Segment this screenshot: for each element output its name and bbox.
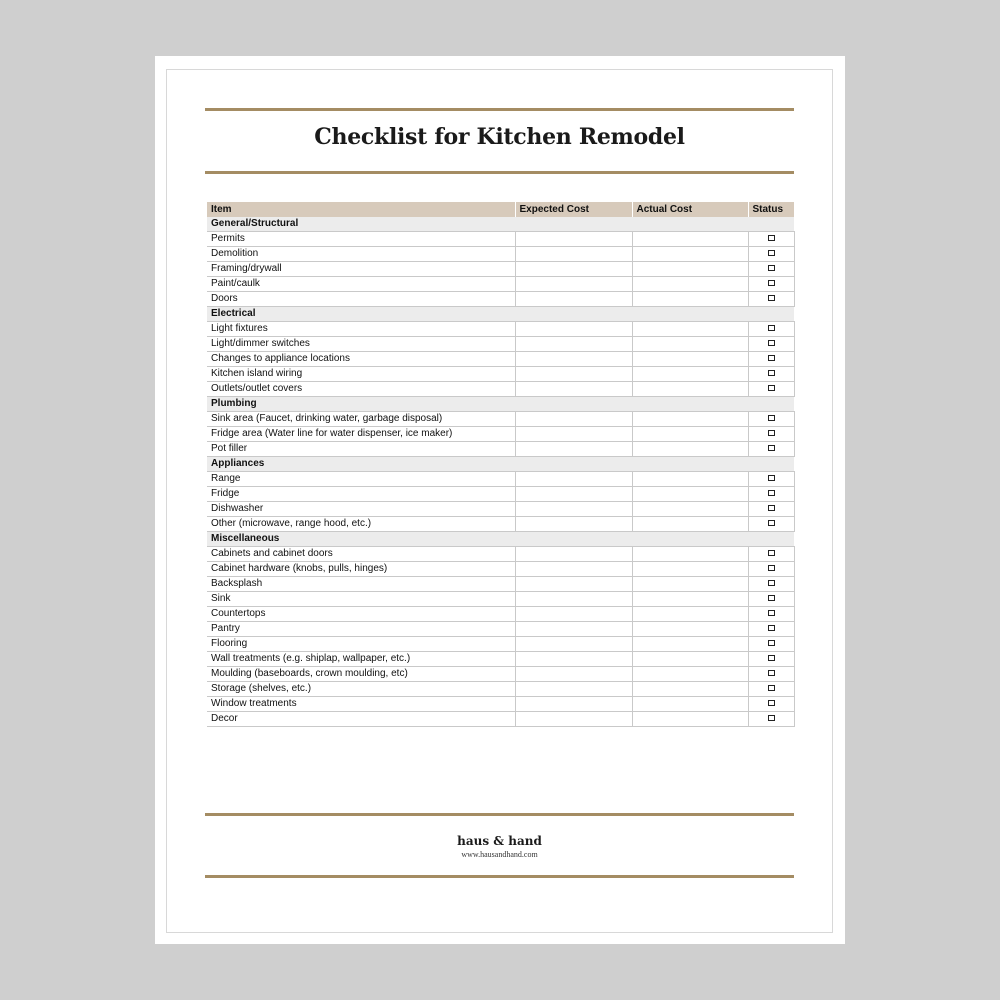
- table-row: [207, 502, 794, 517]
- expected-cost-cell[interactable]: [515, 352, 632, 367]
- status-cell: [748, 442, 794, 457]
- actual-cost-cell[interactable]: [632, 682, 748, 697]
- expected-cost-cell[interactable]: [515, 382, 632, 397]
- item-label: Window treatments: [207, 697, 515, 712]
- status-checkbox[interactable]: [768, 430, 775, 436]
- item-label: Doors: [207, 292, 515, 307]
- status-cell: [748, 547, 794, 562]
- expected-cost-cell[interactable]: [515, 652, 632, 667]
- status-checkbox[interactable]: [768, 265, 775, 271]
- column-header-actual-cost: Actual Cost: [632, 202, 748, 217]
- item-label: Flooring: [207, 637, 515, 652]
- status-checkbox[interactable]: [768, 295, 775, 301]
- page-title: Checklist for Kitchen Remodel: [314, 124, 685, 150]
- status-checkbox[interactable]: [768, 550, 775, 556]
- status-cell: [748, 592, 794, 607]
- expected-cost-cell[interactable]: [515, 442, 632, 457]
- section-label: Plumbing: [207, 397, 794, 412]
- item-label: Fridge area (Water line for water dispenser, ice maker): [207, 427, 515, 442]
- item-label: Framing/drywall: [207, 262, 515, 277]
- status-cell: [748, 667, 794, 682]
- status-cell: [748, 322, 794, 337]
- item-label: Wall treatments (e.g. shiplap, wallpaper, etc.): [207, 652, 515, 667]
- item-label: Kitchen island wiring: [207, 367, 515, 382]
- table-row: [207, 442, 794, 457]
- section-label: General/Structural: [207, 217, 794, 232]
- item-label: Paint/caulk: [207, 277, 515, 292]
- expected-cost-cell[interactable]: [515, 427, 632, 442]
- status-cell: [748, 607, 794, 622]
- table-row: [207, 607, 794, 622]
- title-rule: [205, 171, 794, 174]
- item-label: Demolition: [207, 247, 515, 262]
- table-row: [207, 262, 794, 277]
- table-row: [207, 472, 794, 487]
- status-checkbox[interactable]: [768, 655, 775, 661]
- status-checkbox[interactable]: [768, 565, 775, 571]
- status-checkbox[interactable]: [768, 325, 775, 331]
- checklist-table: [207, 202, 795, 727]
- item-label: Dishwasher: [207, 502, 515, 517]
- expected-cost-cell[interactable]: [515, 292, 632, 307]
- actual-cost-cell[interactable]: [632, 367, 748, 382]
- table-row: [207, 247, 794, 262]
- status-cell: [748, 637, 794, 652]
- status-cell: [748, 277, 794, 292]
- actual-cost-cell[interactable]: [632, 337, 748, 352]
- status-cell: [748, 682, 794, 697]
- expected-cost-cell[interactable]: [515, 472, 632, 487]
- status-cell: [748, 412, 794, 427]
- expected-cost-cell[interactable]: [515, 277, 632, 292]
- expected-cost-cell[interactable]: [515, 232, 632, 247]
- expected-cost-cell[interactable]: [515, 667, 632, 682]
- actual-cost-cell[interactable]: [632, 352, 748, 367]
- status-cell: [748, 502, 794, 517]
- item-label: Outlets/outlet covers: [207, 382, 515, 397]
- item-label: Cabinets and cabinet doors: [207, 547, 515, 562]
- item-label: Cabinet hardware (knobs, pulls, hinges): [207, 562, 515, 577]
- actual-cost-cell[interactable]: [632, 577, 748, 592]
- status-checkbox[interactable]: [768, 610, 775, 616]
- actual-cost-cell[interactable]: [632, 322, 748, 337]
- status-cell: [748, 427, 794, 442]
- status-checkbox[interactable]: [768, 595, 775, 601]
- status-checkbox[interactable]: [768, 520, 775, 526]
- expected-cost-cell[interactable]: [515, 412, 632, 427]
- status-cell: [748, 562, 794, 577]
- table-row: [207, 667, 794, 682]
- item-label: Countertops: [207, 607, 515, 622]
- status-cell: [748, 382, 794, 397]
- actual-cost-cell[interactable]: [632, 547, 748, 562]
- status-cell: [748, 232, 794, 247]
- expected-cost-cell[interactable]: [515, 562, 632, 577]
- status-checkbox[interactable]: [768, 580, 775, 586]
- status-cell: [748, 652, 794, 667]
- expected-cost-cell[interactable]: [515, 622, 632, 637]
- item-label: Pantry: [207, 622, 515, 637]
- table-row: [207, 277, 794, 292]
- table-row: [207, 592, 794, 607]
- table-row: [207, 487, 794, 502]
- status-checkbox[interactable]: [768, 490, 775, 496]
- expected-cost-cell[interactable]: [515, 322, 632, 337]
- actual-cost-cell[interactable]: [632, 592, 748, 607]
- status-checkbox[interactable]: [768, 625, 775, 631]
- section-label: Miscellaneous: [207, 532, 794, 547]
- checklist-body: [207, 217, 794, 727]
- footer-top-rule: [205, 813, 794, 816]
- expected-cost-cell[interactable]: [515, 637, 632, 652]
- status-checkbox[interactable]: [768, 505, 775, 511]
- expected-cost-cell[interactable]: [515, 502, 632, 517]
- expected-cost-cell[interactable]: [515, 262, 632, 277]
- table-row: [207, 412, 794, 427]
- status-checkbox[interactable]: [768, 385, 775, 391]
- actual-cost-cell[interactable]: [632, 292, 748, 307]
- section-row: [207, 397, 794, 412]
- footer-url: www.hausandhand.com: [461, 850, 538, 859]
- item-label: Fridge: [207, 487, 515, 502]
- actual-cost-cell[interactable]: [632, 712, 748, 727]
- item-label: Sink area (Faucet, drinking water, garbage disposal): [207, 412, 515, 427]
- status-checkbox[interactable]: [768, 685, 775, 691]
- actual-cost-cell[interactable]: [632, 637, 748, 652]
- section-label: Appliances: [207, 457, 794, 472]
- expected-cost-cell[interactable]: [515, 577, 632, 592]
- actual-cost-cell[interactable]: [632, 427, 748, 442]
- expected-cost-cell[interactable]: [515, 517, 632, 532]
- actual-cost-cell[interactable]: [632, 607, 748, 622]
- status-checkbox[interactable]: [768, 415, 775, 421]
- status-checkbox[interactable]: [768, 715, 775, 721]
- column-header-item: Item: [207, 202, 515, 217]
- status-cell: [748, 292, 794, 307]
- status-cell: [748, 487, 794, 502]
- actual-cost-cell[interactable]: [632, 517, 748, 532]
- table-row: [207, 682, 794, 697]
- item-label: Moulding (baseboards, crown moulding, etc): [207, 667, 515, 682]
- table-row: [207, 292, 794, 307]
- item-label: Other (microwave, range hood, etc.): [207, 517, 515, 532]
- actual-cost-cell[interactable]: [632, 487, 748, 502]
- table-row: [207, 352, 794, 367]
- status-cell: [748, 712, 794, 727]
- column-header-status: Status: [748, 202, 794, 217]
- item-label: Light/dimmer switches: [207, 337, 515, 352]
- item-label: Decor: [207, 712, 515, 727]
- status-checkbox[interactable]: [768, 340, 775, 346]
- expected-cost-cell[interactable]: [515, 247, 632, 262]
- expected-cost-cell[interactable]: [515, 592, 632, 607]
- status-checkbox[interactable]: [768, 670, 775, 676]
- actual-cost-cell[interactable]: [632, 442, 748, 457]
- status-checkbox[interactable]: [768, 640, 775, 646]
- actual-cost-cell[interactable]: [632, 667, 748, 682]
- actual-cost-cell[interactable]: [632, 622, 748, 637]
- table-row: [207, 622, 794, 637]
- item-label: Storage (shelves, etc.): [207, 682, 515, 697]
- status-checkbox[interactable]: [768, 355, 775, 361]
- table-row: [207, 517, 794, 532]
- item-label: Light fixtures: [207, 322, 515, 337]
- table-row: [207, 322, 794, 337]
- status-cell: [748, 247, 794, 262]
- actual-cost-cell[interactable]: [632, 412, 748, 427]
- expected-cost-cell[interactable]: [515, 337, 632, 352]
- item-label: Permits: [207, 232, 515, 247]
- status-checkbox[interactable]: [768, 235, 775, 241]
- section-row: [207, 532, 794, 547]
- actual-cost-cell[interactable]: [632, 277, 748, 292]
- actual-cost-cell[interactable]: [632, 472, 748, 487]
- section-label: Electrical: [207, 307, 794, 322]
- footer-brand: haus & hand: [457, 834, 542, 848]
- table-row: [207, 427, 794, 442]
- footer-bottom-rule: [205, 875, 794, 878]
- top-rule: [205, 108, 794, 111]
- expected-cost-cell[interactable]: [515, 712, 632, 727]
- table-header-row: [207, 202, 794, 217]
- status-checkbox[interactable]: [768, 280, 775, 286]
- item-label: Backsplash: [207, 577, 515, 592]
- actual-cost-cell[interactable]: [632, 232, 748, 247]
- table-row: [207, 382, 794, 397]
- item-label: Changes to appliance locations: [207, 352, 515, 367]
- table-row: [207, 712, 794, 727]
- table-row: [207, 562, 794, 577]
- expected-cost-cell[interactable]: [515, 607, 632, 622]
- expected-cost-cell[interactable]: [515, 487, 632, 502]
- expected-cost-cell[interactable]: [515, 367, 632, 382]
- expected-cost-cell[interactable]: [515, 682, 632, 697]
- status-checkbox[interactable]: [768, 700, 775, 706]
- table-row: [207, 232, 794, 247]
- actual-cost-cell[interactable]: [632, 382, 748, 397]
- table-row: [207, 547, 794, 562]
- status-cell: [748, 262, 794, 277]
- status-cell: [748, 472, 794, 487]
- actual-cost-cell[interactable]: [632, 247, 748, 262]
- section-row: [207, 217, 794, 232]
- status-cell: [748, 367, 794, 382]
- actual-cost-cell[interactable]: [632, 562, 748, 577]
- status-cell: [748, 337, 794, 352]
- section-row: [207, 307, 794, 322]
- actual-cost-cell[interactable]: [632, 502, 748, 517]
- actual-cost-cell[interactable]: [632, 262, 748, 277]
- table-row: [207, 652, 794, 667]
- status-cell: [748, 517, 794, 532]
- section-row: [207, 457, 794, 472]
- status-cell: [748, 577, 794, 592]
- expected-cost-cell[interactable]: [515, 697, 632, 712]
- status-checkbox[interactable]: [768, 445, 775, 451]
- expected-cost-cell[interactable]: [515, 547, 632, 562]
- item-label: Range: [207, 472, 515, 487]
- status-checkbox[interactable]: [768, 475, 775, 481]
- status-cell: [748, 697, 794, 712]
- item-label: Pot filler: [207, 442, 515, 457]
- table-row: [207, 337, 794, 352]
- status-checkbox[interactable]: [768, 370, 775, 376]
- status-cell: [748, 352, 794, 367]
- table-row: [207, 637, 794, 652]
- table-row: [207, 577, 794, 592]
- item-label: Sink: [207, 592, 515, 607]
- status-cell: [748, 622, 794, 637]
- actual-cost-cell[interactable]: [632, 652, 748, 667]
- table-row: [207, 367, 794, 382]
- table-row: [207, 697, 794, 712]
- status-checkbox[interactable]: [768, 250, 775, 256]
- actual-cost-cell[interactable]: [632, 697, 748, 712]
- column-header-expected-cost: Expected Cost: [515, 202, 632, 217]
